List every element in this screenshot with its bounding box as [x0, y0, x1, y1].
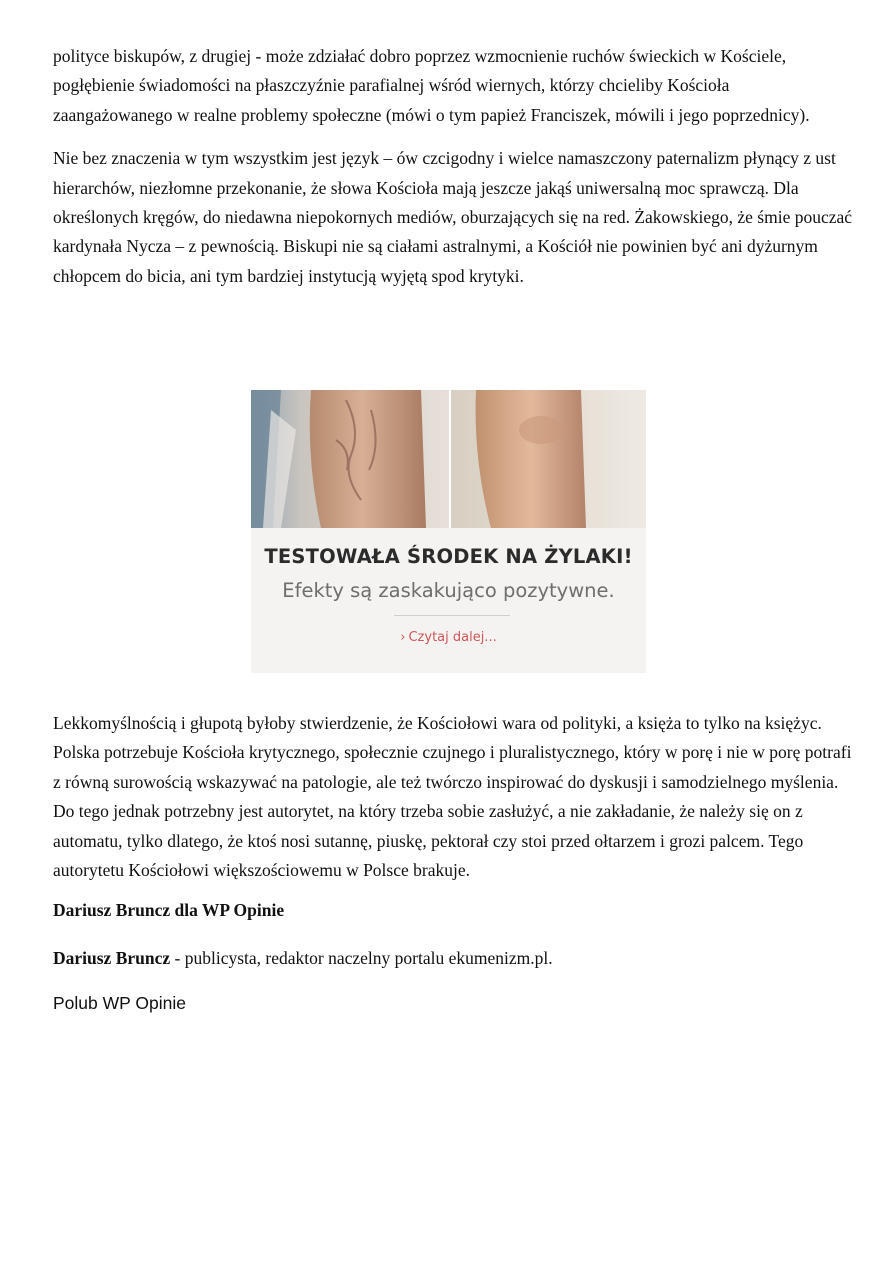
- paragraph-3: Lekkomyślnością i głupotą byłoby stwierdzenie, że Kościołowi wara od polityki, a księża to tylko na księżyc. Polska potrzebuje Kościoła krytycznego, społecznie czujnego i pluralistycznego, który w porę i nie w porę potrafi z równą surowością wskazywać na patologie, ale też twórczo inspirować do dyskusji i samodzielnego myślenia. Do tego jednak potrzebny jest autorytet, na który trzeba sobie zasłużyć, a nie zakładanie, że należy się on z automatu, tylko dlatego, że ktoś nosi sutannę, piuskę, pektorał czy stoi przed ołtarzem i grozi palcem. Tego autorytetu Kościołowi większościowemu w Polsce brakuje.: [53, 713, 852, 881]
- ad-cta-label: Czytaj dalej...: [408, 630, 497, 645]
- paragraph-1: polityce biskupów, z drugiej - może zdziałać dobro poprzez wzmocnienie ruchów świeckich w Kościele, pogłębienie świadomości na płaszczyźnie parafialnej wśród wiernych, którzy chcieliby Kościoła zaangażowanego w realne problemy społeczne (mówi o tym papież Franciszek, mówili i jego poprzednicy).: [53, 46, 810, 125]
- like-wp-opinie-link[interactable]: Polub WP Opinie: [53, 993, 186, 1014]
- article-body-top: [53, 42, 853, 291]
- author-description: - publicysta, redaktor naczelny portalu ekumenizm.pl.: [170, 947, 553, 968]
- author-bio: [53, 944, 853, 973]
- chevron-right-icon: ›: [400, 630, 406, 645]
- advertisement-banner[interactable]: [251, 390, 646, 673]
- author-name: Dariusz Bruncz: [53, 947, 171, 968]
- article-body-bottom: [53, 709, 853, 1015]
- ad-headline: TESTOWAŁA ŚRODEK NA ŻYLAKI!: [264, 545, 633, 568]
- ad-read-more-link[interactable]: [251, 630, 646, 645]
- ad-divider: [394, 615, 510, 616]
- ad-subheadline: Efekty są zaskakująco pozytywne.: [282, 579, 615, 602]
- byline: Dariusz Bruncz dla WP Opinie: [53, 900, 285, 921]
- paragraph-2: Nie bez znaczenia w tym wszystkim jest język – ów czcigodny i wielce namaszczony paternalizm płynący z ust hierarchów, niezłomne przekonanie, że słowa Kościoła mają jeszcze jakąś uniwersalną moc sprawczą. Dla określonych kręgów, do niedawna niepokornych mediów, oburzających się na red. Żakowskiego, że śmie pouczać kardynała Nycza – z pewnością. Biskupi nie są ciałami astralnymi, a Kościół nie powinien być ani dyżurnym chłopcem do bicia, ani tym bardziej instytucją wyjętą spod krytyki.: [53, 148, 853, 286]
- ad-before-after-photo: [251, 390, 646, 528]
